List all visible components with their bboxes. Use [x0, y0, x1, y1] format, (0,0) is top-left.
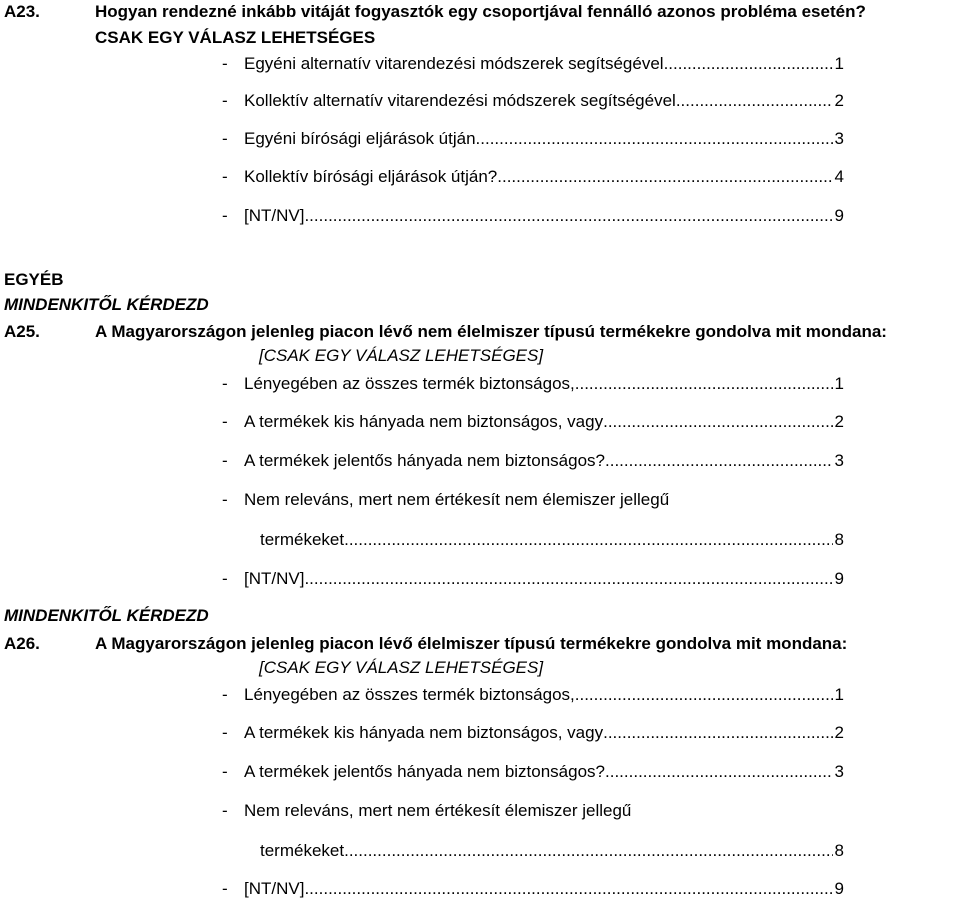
option-a25-1: - Lényegében az összes termék biztonságos, ..... 1	[222, 374, 844, 394]
instruction-a25: [CSAK EGY VÁLASZ LEHETSÉGES]	[259, 346, 544, 365]
option-a26-2: - A termékek kis hányada nem biztonságos, vagy ..... 2	[222, 723, 844, 743]
ask-all-label-2: MINDENKITŐL KÉRDEZD	[4, 606, 209, 625]
option-a25-9: - [NT/NV] ..... 9	[222, 569, 844, 589]
option-a25-3: - A termékek jelentős hányada nem biztonságos? ..... 3	[222, 451, 844, 471]
instruction-a23: CSAK EGY VÁLASZ LEHETSÉGES	[95, 28, 376, 47]
option-a25-8-line1: - Nem releváns, mert nem értékesít nem élemiszer jellegű	[222, 490, 670, 509]
ask-all-label-1: MINDENKITŐL KÉRDEZD	[4, 295, 209, 314]
section-title-other: EGYÉB	[4, 270, 64, 289]
question-text-a23: Hogyan rendezné inkább vitáját fogyasztók egy csoportjával fennálló azonos probléma esetén?	[95, 2, 866, 21]
option-a25-8: termékeket ..... 8	[222, 530, 844, 550]
question-number-a23: A23.	[4, 2, 40, 21]
question-text-a26: A Magyarországon jelenleg piacon lévő élelmiszer típusú termékekre gondolva mit mondana:	[95, 634, 848, 653]
option-a26-8: termékeket ..... 8	[222, 841, 844, 861]
option-a23-9: - [NT/NV] ..... 9	[222, 206, 844, 226]
option-a26-9: - [NT/NV] ..... 9	[222, 879, 844, 899]
option-a26-3: - A termékek jelentős hányada nem biztonságos? ..... 3	[222, 762, 844, 782]
option-a23-1: - Egyéni alternatív vitarendezési módszerek segítségével ..... 1	[222, 54, 844, 74]
question-text-a25: A Magyarországon jelenleg piacon lévő nem élelmiszer típusú termékekre gondolva mit mondana:	[95, 322, 887, 341]
instruction-a26: [CSAK EGY VÁLASZ LEHETSÉGES]	[259, 658, 544, 677]
option-a23-2: - Kollektív alternatív vitarendezési módszerek segítségével ..... 2	[222, 91, 844, 111]
question-number-a26: A26.	[4, 634, 40, 653]
option-a23-3: - Egyéni bírósági eljárások útján ..... 3	[222, 129, 844, 149]
option-a25-2: - A termékek kis hányada nem biztonságos, vagy ..... 2	[222, 412, 844, 432]
option-a26-1: - Lényegében az összes termék biztonságos, ..... 1	[222, 685, 844, 705]
option-a23-4: - Kollektív bírósági eljárások útján? ..... 4	[222, 167, 844, 187]
option-a26-8-line1: - Nem releváns, mert nem értékesít élemiszer jellegű	[222, 801, 632, 820]
question-number-a25: A25.	[4, 322, 40, 341]
